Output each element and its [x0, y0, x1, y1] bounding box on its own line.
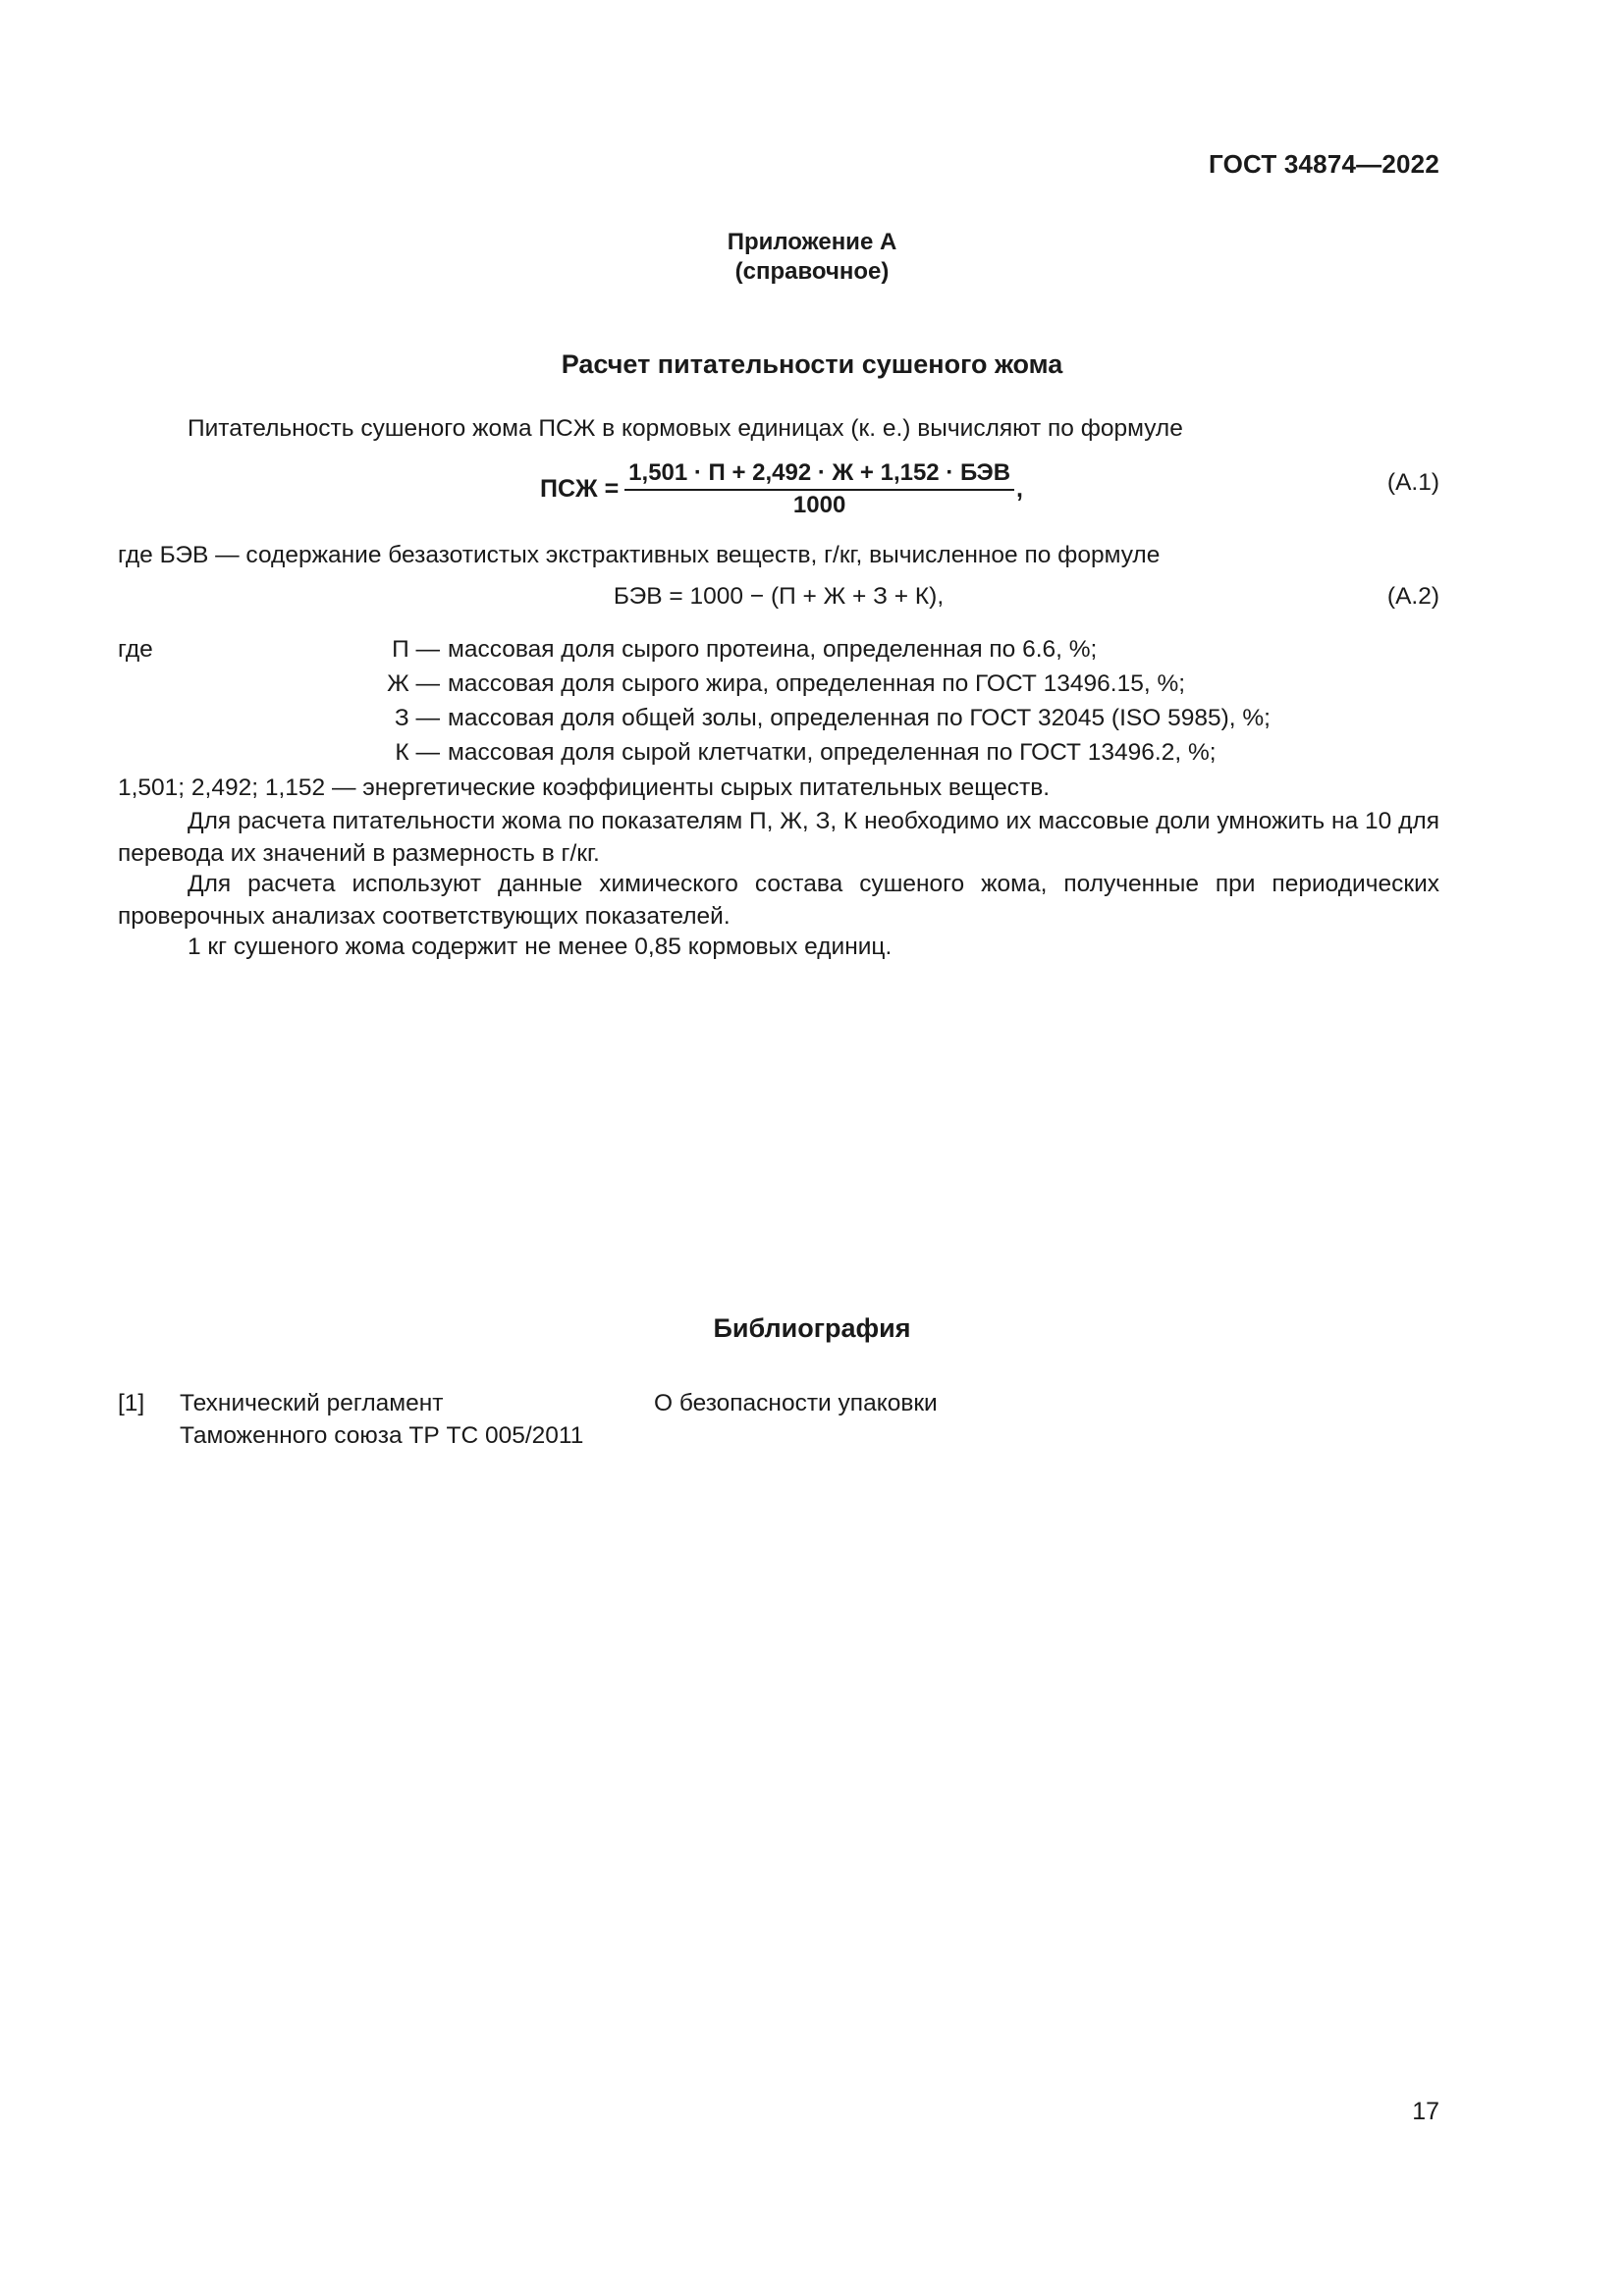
formula-a2: [118, 583, 1439, 642]
paragraph: Для расчета питательности жома по показателям П, Ж, З, К необходимо их массовые доли умножить на 10 для перевода их значений в размерность в г/кг.: [118, 808, 1439, 867]
legend-symbol: П —: [392, 636, 440, 663]
legend-item: [118, 670, 1439, 703]
bibliography-document-line: Таможенного союза ТР ТС 005/2011: [180, 1422, 584, 1449]
formula-a2-number: (А.2): [1386, 583, 1439, 610]
formula-a1-number: (А.1): [1386, 469, 1439, 496]
bibliography-document-line: Технический регламент: [180, 1390, 444, 1416]
legend-description: массовая доля общей золы, определенная по ГОСТ 32045 (ISO 5985), %;: [448, 705, 1271, 731]
bibliography-document: [180, 1387, 690, 1452]
paragraph: 1 кг сушеного жома содержит не менее 0,85 кормовых единиц.: [188, 934, 893, 960]
appendix-subtitle: (справочное): [734, 258, 890, 285]
legend-symbol: К —: [395, 739, 440, 766]
bibliography-title: Библиография: [713, 1313, 911, 1343]
bibliography-number: [1]: [118, 1390, 145, 1416]
legend-symbol: З —: [394, 705, 440, 731]
legend-where: где: [118, 636, 153, 663]
legend-description: массовая доля сырой клетчатки, определенная по ГОСТ 13496.2, %;: [448, 739, 1217, 766]
formula-a1: [118, 459, 1439, 518]
formula-a1-fraction: [624, 459, 1014, 519]
bibliography-topic: О безопасности упаковки: [654, 1390, 938, 1416]
bev-definition: где БЭВ — содержание безазотистых экстрактивных веществ, г/кг, вычисленное по формуле: [118, 542, 1161, 568]
coefficients-line: 1,501; 2,492; 1,152 — энергетические коэффициенты сырых питательных веществ.: [118, 774, 1051, 801]
formula-a1-lhs: ПСЖ =: [540, 475, 620, 503]
section-title: Расчет питательности сушеного жома: [561, 349, 1063, 379]
legend-description: массовая доля сырого протеина, определенная по 6.6, %;: [448, 636, 1098, 663]
formula-a1-numerator: 1,501 · П + 2,492 · Ж + 1,152 · БЭВ: [624, 459, 1014, 491]
legend-item: [118, 636, 1439, 668]
legend-item: [118, 705, 1439, 737]
appendix-title: Приложение А: [727, 229, 897, 255]
intro-paragraph: Питательность сушеного жома ПСЖ в кормовых единицах (к. е.) вычисляют по формуле: [188, 415, 1183, 442]
paragraph: Для расчета используют данные химического состава сушеного жома, полученные при периодических проверочных анализах соответствующих показателей.: [118, 871, 1439, 930]
formula-a1-trailing: ,: [1016, 475, 1023, 503]
legend-symbol: Ж —: [387, 670, 440, 697]
formula-a1-expression: [540, 459, 1023, 519]
formula-a2-expression: БЭВ = 1000 − (П + Ж + З + К),: [613, 583, 945, 610]
legend-item: [118, 739, 1439, 772]
formula-a1-denominator: 1000: [792, 492, 846, 518]
page-number: 17: [1412, 2098, 1439, 2125]
legend-description: массовая доля сырого жира, определенная по ГОСТ 13496.15, %;: [448, 670, 1186, 697]
document-code: ГОСТ 34874—2022: [1209, 149, 1439, 179]
appendix-heading: [0, 228, 1624, 287]
